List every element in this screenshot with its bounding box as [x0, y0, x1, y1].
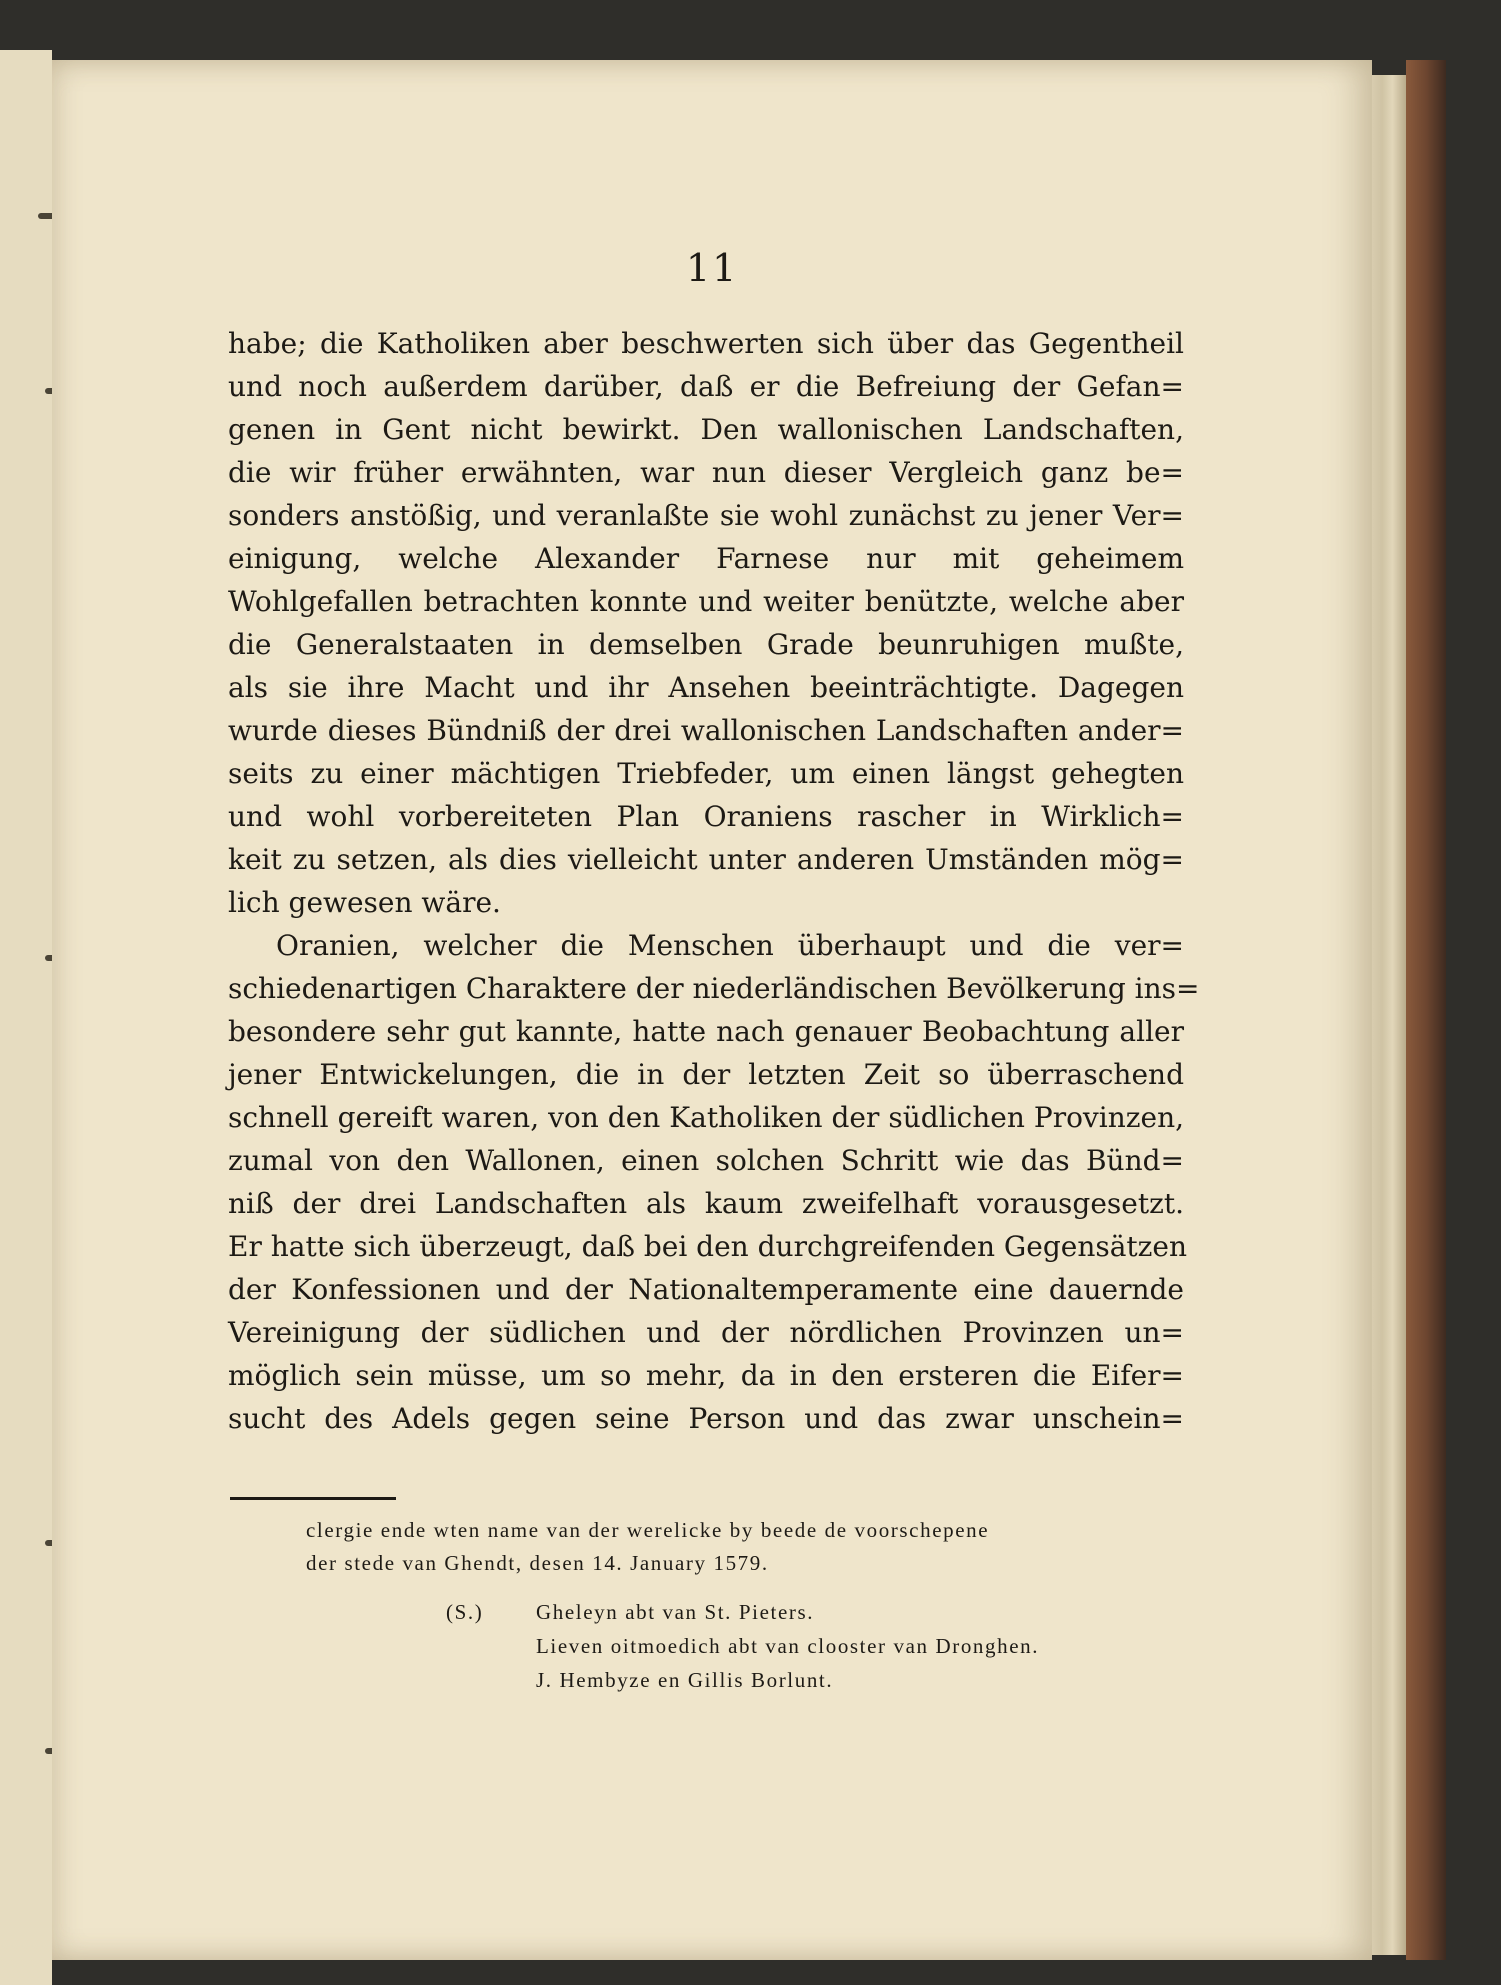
body-line: der Konfessionen und der Nationaltemperamente eine dauernde [228, 1273, 1184, 1306]
footnote-line: der stede van Ghendt, desen 14. January 1579. [306, 1551, 769, 1575]
body-line: Vereinigung der südlichen und der nördlichen Provinzen un= [228, 1316, 1184, 1349]
footnote-signature: Gheleyn abt van St. Pieters. [536, 1600, 815, 1624]
body-line: wurde dieses Bündniß der drei wallonischen Landschaften ander= [228, 714, 1184, 747]
footnote-line: clergie ende wten name van der werelicke by beede de voorschepene [306, 1518, 990, 1542]
body-line: sonders anstößig, und veranlaßte sie wohl zunächst zu jener Ver= [228, 499, 1184, 532]
left-page-edge [0, 50, 52, 1985]
body-line: schnell gereift waren, von den Katholiken der südlichen Provinzen, [228, 1101, 1184, 1134]
body-line: einigung, welche Alexander Farnese nur mit geheimem [228, 542, 1184, 575]
body-line: schiedenartigen Charaktere der niederländischen Bevölkerung ins= [228, 972, 1200, 1005]
body-line: sucht des Adels gegen seine Person und das zwar unschein= [228, 1402, 1184, 1435]
body-line: seits zu einer mächtigen Triebfeder, um einen längst gehegten [228, 757, 1184, 790]
page-number: 11 [686, 246, 739, 290]
body-line: zumal von den Wallonen, einen solchen Schritt wie das Bünd= [228, 1144, 1184, 1177]
body-line: keit zu setzen, als dies vielleicht unter anderen Umständen mög= [228, 843, 1184, 876]
body-line: die Generalstaaten in demselben Grade beunruhigen mußte, [228, 628, 1184, 661]
body-line: die wir früher erwähnten, war nun dieser Vergleich ganz be= [228, 456, 1184, 489]
body-line: Oranien, welcher die Menschen überhaupt und die ver= [276, 929, 1184, 962]
body-line: als sie ihre Macht und ihr Ansehen beeinträchtigte. Dagegen [228, 671, 1184, 704]
body-line: Er hatte sich überzeugt, daß bei den durchgreifenden Gegensätzen [228, 1230, 1188, 1263]
body-line: und wohl vorbereiteten Plan Oraniens rascher in Wirklich= [228, 800, 1184, 833]
footnote-signature: J. Hembyze en Gillis Borlunt. [536, 1668, 834, 1692]
body-line: lich gewesen wäre. [228, 886, 501, 919]
body-line: habe; die Katholiken aber beschwerten sich über das Gegentheil [228, 327, 1184, 360]
body-line: genen in Gent nicht bewirkt. Den wallonischen Landschaften, [228, 413, 1184, 446]
book-cover-edge [1406, 60, 1446, 1960]
body-line: besondere sehr gut kannte, hatte nach genauer Beobachtung aller [228, 1015, 1184, 1048]
body-line: niß der drei Landschaften als kaum zweifelhaft vorausgesetzt. [228, 1187, 1184, 1220]
footnote-rule [230, 1497, 396, 1500]
body-line: möglich sein müsse, um so mehr, da in den ersteren die Eifer= [228, 1359, 1184, 1392]
footnote-signature: Lieven oitmoedich abt van clooster van Dronghen. [536, 1634, 1040, 1658]
page-stack-edge [1372, 75, 1406, 1955]
footnote-seal: (S.) [446, 1600, 484, 1624]
body-line: Wohlgefallen betrachten konnte und weiter benützte, welche aber [228, 585, 1184, 618]
body-line: jener Entwickelungen, die in der letzten Zeit so überraschend [228, 1058, 1184, 1091]
body-line: und noch außerdem darüber, daß er die Befreiung der Gefan= [228, 370, 1184, 403]
